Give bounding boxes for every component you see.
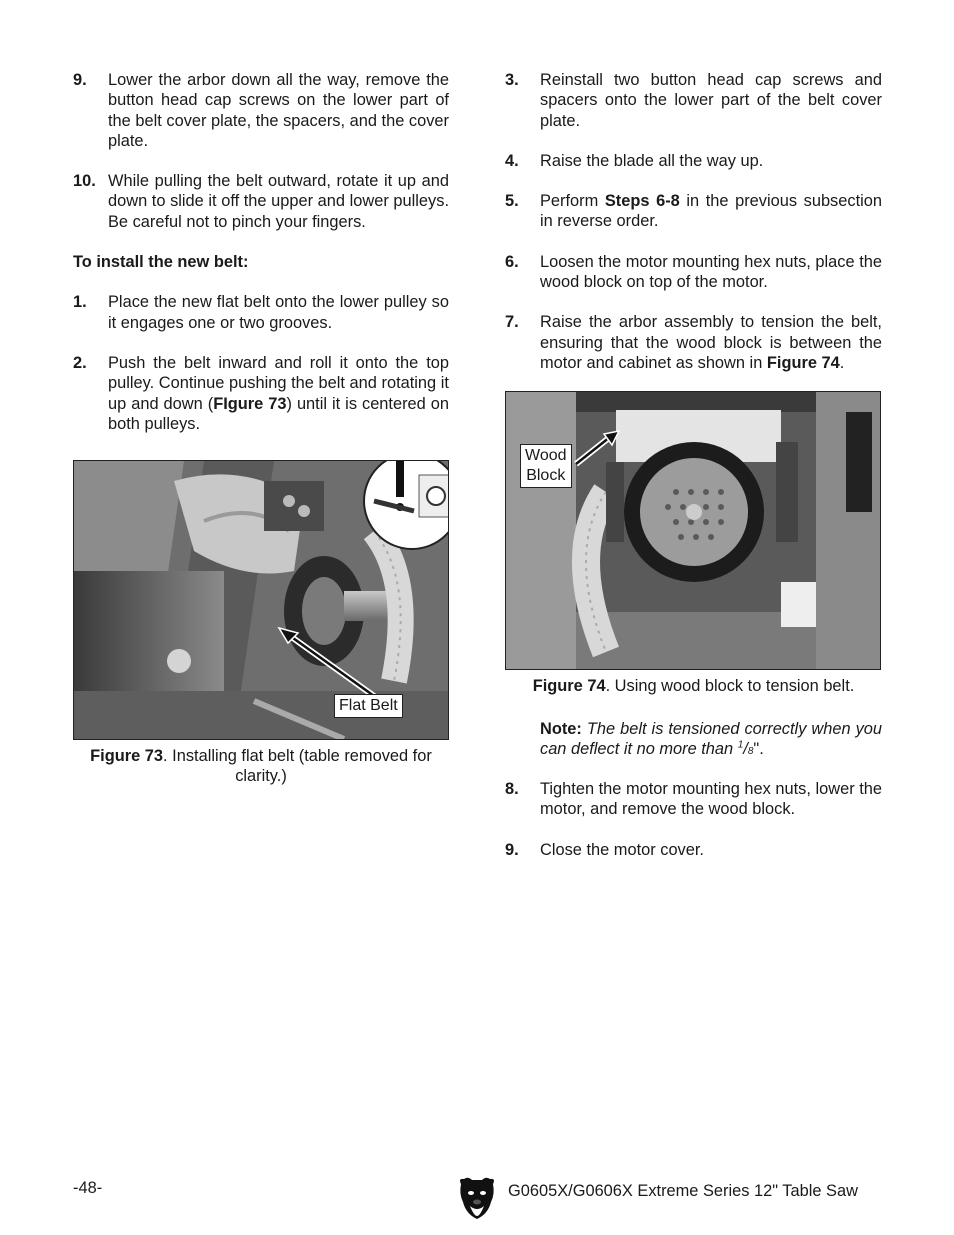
- step-number: 3.: [505, 71, 519, 89]
- step-text: Reinstall two button head cap screws and spacers onto the lower part of the belt cover plate.: [540, 71, 882, 130]
- step-text: Close the motor cover.: [540, 840, 704, 859]
- step-text: While pulling the belt outward, rotate it up and down to slide it off the upper and lower pulleys. Be careful not to pinch your fingers.: [108, 172, 449, 231]
- step-7: [505, 312, 882, 373]
- install-subheading: To install the new belt:: [73, 253, 249, 272]
- step-8: [505, 779, 882, 820]
- step-number: 6.: [505, 252, 519, 271]
- step-4: [505, 151, 882, 171]
- step-text: Loosen the motor mounting hex nuts, place the wood block on top of the motor.: [540, 252, 882, 292]
- right-column: [505, 70, 882, 880]
- step-6: [505, 252, 882, 293]
- step-2: [73, 353, 449, 434]
- note-text: The belt is tensioned correctly when you can deflect it no more than $^1$/8: [540, 719, 882, 758]
- wood-block-callout: Wood Block: [520, 444, 572, 488]
- step-5: [505, 191, 882, 232]
- figure-reference: Figure 74: [766, 353, 840, 372]
- step-text: Raise the arbor assembly to tension the belt, ensuring that the wood block is between the motor and cabinet as shown in Figure 74.: [540, 313, 882, 372]
- page-number: -48-: [73, 1179, 103, 1197]
- footer-title: G0605X/G0606X Extreme Series 12" Table Saw: [508, 1182, 858, 1200]
- step-9: [73, 70, 449, 151]
- step-text: Lower the arbor down all the way, remove the button head cap screws on the lower part of the belt cover plate, the spacers, and the cover plate.: [108, 71, 449, 150]
- step-number: 7.: [505, 313, 519, 332]
- step-number: 9.: [505, 840, 519, 859]
- left-column: [73, 70, 449, 787]
- figure-reference: FIgure 73: [213, 394, 287, 413]
- figure-74-caption: Figure 74. Using wood block to tension belt.: [532, 677, 855, 696]
- step-number: 5.: [505, 192, 519, 211]
- step-number: 1.: [73, 293, 87, 312]
- step-text: Perform Steps 6-8 in the previous subsection in reverse order.: [540, 192, 882, 231]
- step-text: Place the new flat belt onto the lower pulley so it engages one or two grooves.: [108, 293, 449, 332]
- step-10: [73, 171, 449, 232]
- step-number: 8.: [505, 780, 519, 799]
- grizzly-bear-icon: [458, 1176, 496, 1225]
- step-number: 2.: [73, 353, 87, 372]
- step-number: 4.: [505, 151, 519, 170]
- exclamation-icon: [396, 461, 404, 497]
- step-9b: [505, 840, 882, 860]
- step-text: Push the belt inward and roll it onto the top pulley. Continue pushing the belt and rotating it up and down (FIgure 73) until it is centered on both pulleys.: [108, 353, 449, 433]
- steps-reference: Steps 6-8: [604, 192, 680, 211]
- step-number: 9.: [73, 71, 87, 89]
- flat-belt-callout: Flat Belt: [334, 694, 403, 718]
- figure-74-photo: [505, 391, 881, 670]
- tension-note: Note: The belt is tensioned correctly when you can deflect it no more than $^1$/8".: [540, 719, 882, 758]
- step-text: Raise the blade all the way up.: [540, 151, 764, 170]
- figure-73-caption: Figure 73. Installing flat belt (table removed for clarity.): [90, 747, 432, 786]
- wood-block-photo-illustration: [506, 392, 880, 669]
- step-number: 10.: [73, 172, 96, 191]
- step-text: Tighten the motor mounting hex nuts, lower the motor, and remove the wood block.: [540, 780, 882, 819]
- step-1: [73, 292, 449, 333]
- figure-73-photo: [73, 460, 449, 740]
- note-label: Note:: [540, 719, 582, 738]
- step-3: [505, 70, 882, 131]
